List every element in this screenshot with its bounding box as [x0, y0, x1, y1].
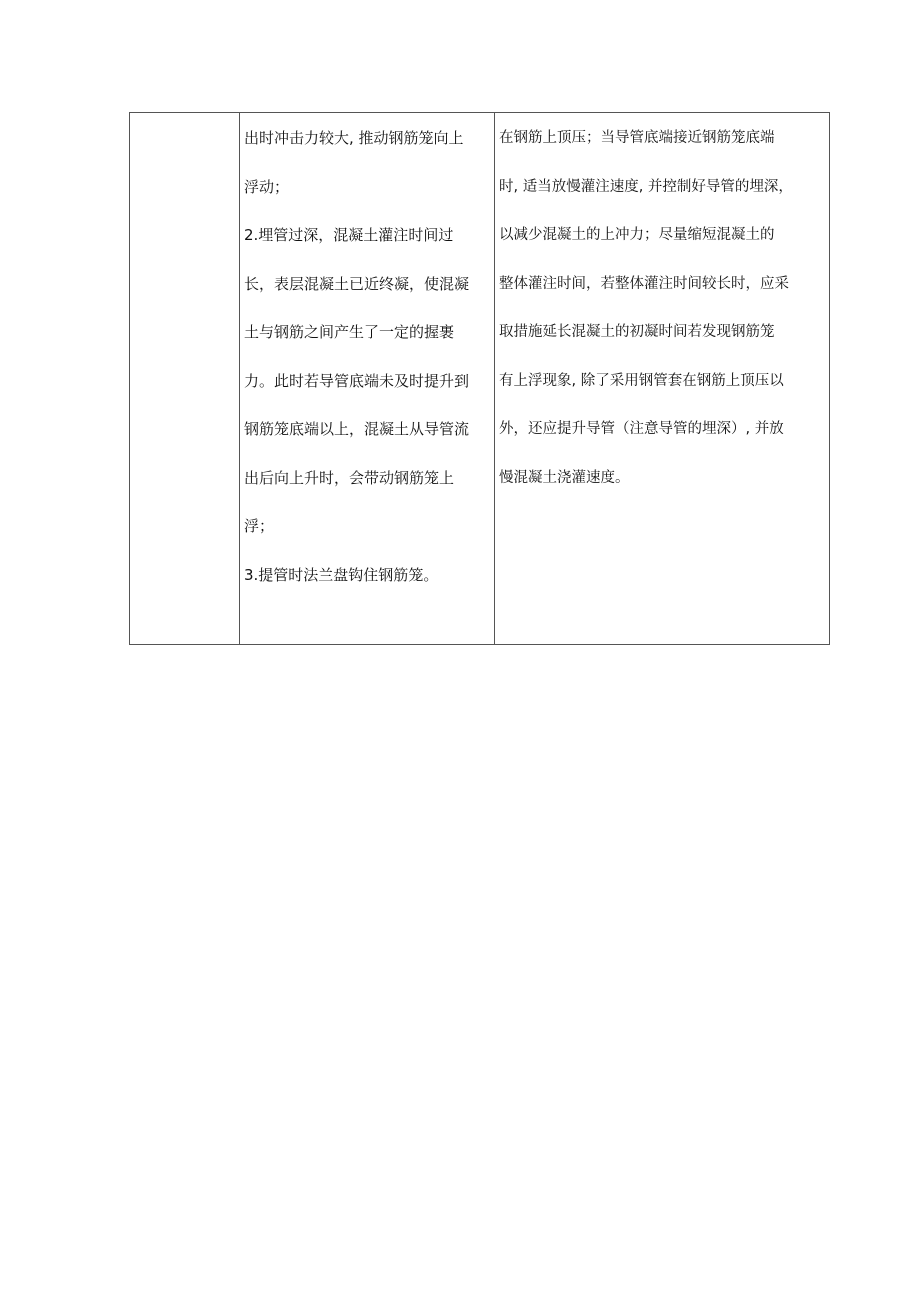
text-line: 取措施延长混凝土的初凝时间若发现钢筋笼: [499, 324, 775, 340]
text-line: 出后向上升时，会带动钢筋笼上: [244, 468, 455, 487]
text-line: 3.提管时法兰盘钩住钢筋笼。: [244, 565, 439, 584]
text-line: 以减少混凝土的上冲力；尽量缩短混凝土的: [499, 227, 775, 243]
measures-text: [499, 125, 827, 513]
table-cell-empty: [130, 113, 240, 644]
table-cell-measures: [495, 113, 829, 644]
text-line: 浮；: [244, 517, 275, 535]
text-line: 2.埋管过深，混凝土灌注时间过: [244, 226, 454, 244]
text-line: 慢混凝土浇灌速度。: [499, 469, 630, 486]
table-cell-causes: [240, 113, 495, 644]
text-line: 力。此时若导管底端未及时提升到: [244, 371, 470, 390]
text-line: 外，还应提升导管（注意导管的埋深）, 并放: [499, 421, 784, 437]
text-line: 在钢筋上顶压；当导管底端接近钢筋笼底端: [499, 130, 775, 146]
document-table: [129, 112, 830, 645]
text-line: 有上浮现象, 除了采用钢管套在钢筋上顶压以: [499, 372, 784, 389]
text-line: 时, 适当放慢灌注速度, 并控制好导管的埋深，: [499, 178, 793, 195]
text-line: 土与钢筋之间产生了一定的握裹: [244, 323, 455, 341]
text-line: 浮动；: [244, 177, 290, 196]
text-line: 钢筋笼底端以上，混凝土从导管流: [244, 420, 470, 438]
text-line: 出时冲击力较大, 推动钢筋笼向上: [244, 129, 464, 147]
text-line: 整体灌注时间，若整体灌注时间较长时，应采: [499, 275, 789, 292]
causes-text: [244, 125, 492, 610]
text-line: 长，表层混凝土已近终凝，使混凝: [244, 274, 470, 293]
